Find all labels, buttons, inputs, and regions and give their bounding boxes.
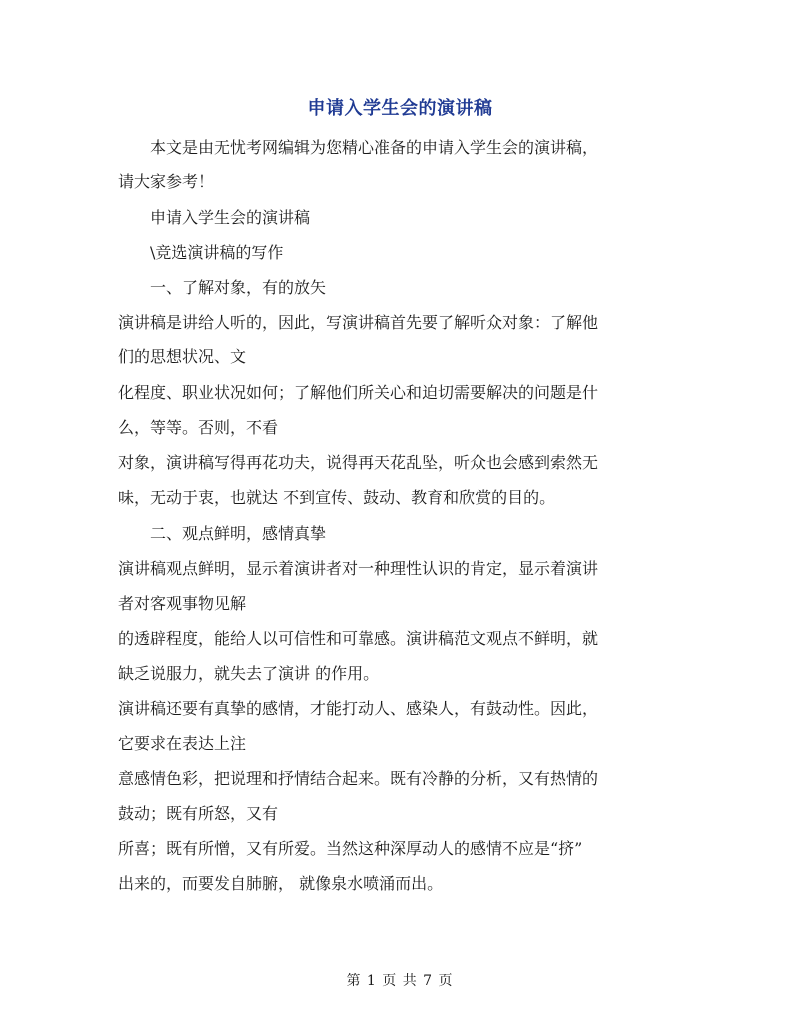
paragraph-line: \竞选演讲稿的写作 [150, 243, 284, 262]
paragraph-line: 味，无动于衷，也就达 不到宣传、鼓动、教育和欣赏的目的。 [118, 488, 556, 507]
paragraph-line: 请大家参考！ [118, 172, 215, 191]
page-footer: 第 1 页 共 7 页 [346, 973, 454, 989]
paragraph-line: 对象，演讲稿写得再花功夫，说得再天花乱坠，听众也会感到索然无 [118, 453, 599, 472]
paragraph-line: 么，等等。否则，不看 [118, 418, 279, 437]
section-heading: 一、了解对象，有的放矢 [150, 278, 327, 297]
paragraph-line: 鼓动；既有所怒，又有 [118, 804, 279, 823]
paragraph-line: 出来的，而要发自肺腑， 就像泉水喷涌而出。 [118, 874, 444, 893]
paragraph-line: 们的思想状况、文 [118, 347, 247, 366]
paragraph-line: 化程度、职业状况如何；了解他们所关心和迫切需要解决的问题是什 [118, 383, 599, 402]
paragraph-line: 演讲稿还要有真挚的感情，才能打动人、感染人，有鼓动性。因此， [118, 699, 599, 718]
paragraph-line: 演讲稿观点鲜明，显示着演讲者对一种理性认识的肯定，显示着演讲 [118, 559, 599, 578]
paragraph-line: 演讲稿是讲给人听的，因此，写演讲稿首先要了解听众对象：了解他 [118, 313, 599, 332]
paragraph-line: 意感情色彩，把说理和抒情结合起来。既有冷静的分析，又有热情的 [118, 769, 599, 788]
section-heading: 二、观点鲜明，感情真挚 [150, 524, 327, 543]
paragraph-line: 申请入学生会的演讲稿 [150, 208, 311, 227]
paragraph-line: 所喜；既有所憎，又有所爱。当然这种深厚动人的感情不应是“挤” [118, 839, 583, 858]
paragraph-line: 它要求在表达上注 [118, 734, 247, 753]
paragraph-line: 的透辟程度，能给人以可信性和可靠感。演讲稿范文观点不鲜明，就 [118, 629, 599, 648]
paragraph-line: 者对客观事物见解 [118, 594, 247, 613]
paragraph-line: 本文是由无忧考网编辑为您精心准备的申请入学生会的演讲稿， [150, 138, 599, 157]
document-title: 申请入学生会的演讲稿 [307, 98, 493, 119]
paragraph-line: 缺乏说服力，就失去了演讲 的作用。 [118, 664, 380, 683]
